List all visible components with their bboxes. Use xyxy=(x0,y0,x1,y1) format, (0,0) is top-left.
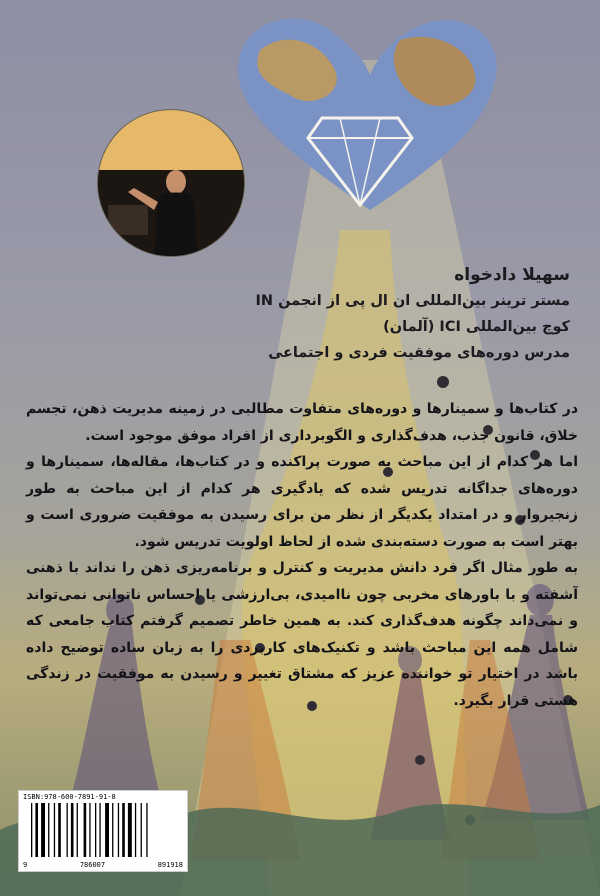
barcode-digit-prefix: 9 xyxy=(23,861,28,869)
barcode-bar xyxy=(35,803,38,857)
barcode-bar xyxy=(99,803,100,857)
barcode-bar xyxy=(48,803,49,857)
barcode-bar xyxy=(122,803,125,857)
barcode-bar xyxy=(141,803,142,857)
barcode-bar xyxy=(71,803,74,857)
description-paragraph: به طور مثال اگر فرد دانش مدیریت و کنترل و برنامه‌ریزی ذهن را نداند با ذهنی آشفته و با باورهای مخربی چون ناامیدی، بی‌ارزشی یا احساس ناتوانی نمی‌تواند و نمی‌داند چگونه هدف‌گذاری کند. به همین خاطر تصمیم گرفتم کتاب جامعی که شامل همه این مباحث باشد و تکنیک‌های کاربردی را به زبان ساده توضیح داده باشد در اختیار تو خواننده عزیز که مشتاق تغییر و رسیدن به موفقیت در زندگی هستی قرار بگیرد. xyxy=(26,560,578,709)
author-credential-2: کوچ بین‌المللی ICI (آلمان) xyxy=(383,319,570,335)
barcode-bars xyxy=(29,803,179,857)
barcode-bar xyxy=(84,803,87,857)
isbn-barcode xyxy=(18,790,188,872)
barcode-digits-right: 891918 xyxy=(157,861,183,869)
barcode-bar xyxy=(95,803,96,857)
barcode-digits xyxy=(23,861,183,869)
barcode-bar xyxy=(112,803,113,857)
book-description xyxy=(26,396,578,714)
author-credential-3: مدرس دوره‌های موفقیت فردی و اجتماعی xyxy=(268,345,570,361)
isbn-text: ISBN:978-600-7891-91-8 xyxy=(23,793,116,801)
barcode-bar xyxy=(54,803,55,857)
description-paragraph: در کتاب‌ها و سمینارها و دوره‌های متفاوت مطالبی در زمینه مدیریت ذهن، تجسم خلاق، قانون جذب، هدف‌گذاری و الگوبرداری از افراد موفق موجود است. xyxy=(26,401,578,444)
barcode-bar xyxy=(58,803,61,857)
barcode-bar xyxy=(77,803,78,857)
barcode-bar xyxy=(105,803,109,857)
author-name: سهیلا دادخواه xyxy=(454,265,570,285)
barcode-bar xyxy=(146,803,147,857)
barcode-bar xyxy=(135,803,136,857)
barcode-digits-left: 786007 xyxy=(79,861,106,869)
author-credential-1: مستر ترینر بین‌المللی ان ال پی از انجمن IN xyxy=(255,293,570,309)
description-paragraph: اما هر کدام از این مباحث به صورت پراکنده و در کتاب‌ها، مقاله‌ها، سمینارها و دوره‌های جداگانه تدریس شده که یادگیری هر کدام از این مباحث به طور زنجیروار و در امتداد یکدیگر از نظر من برای رسیدن به موفقیت ضروری است و بهتر است به صورت دسته‌بندی شده از لحاظ اولویت تدریس شود. xyxy=(26,454,578,550)
author-photo-image xyxy=(98,110,244,256)
author-photo xyxy=(98,110,244,256)
barcode-bar xyxy=(31,803,32,857)
barcode-bar xyxy=(89,803,90,857)
author-info xyxy=(130,262,570,366)
barcode-bar xyxy=(118,803,119,857)
barcode-bar xyxy=(128,803,132,857)
barcode-bar xyxy=(41,803,45,857)
barcode-bar xyxy=(67,803,68,857)
